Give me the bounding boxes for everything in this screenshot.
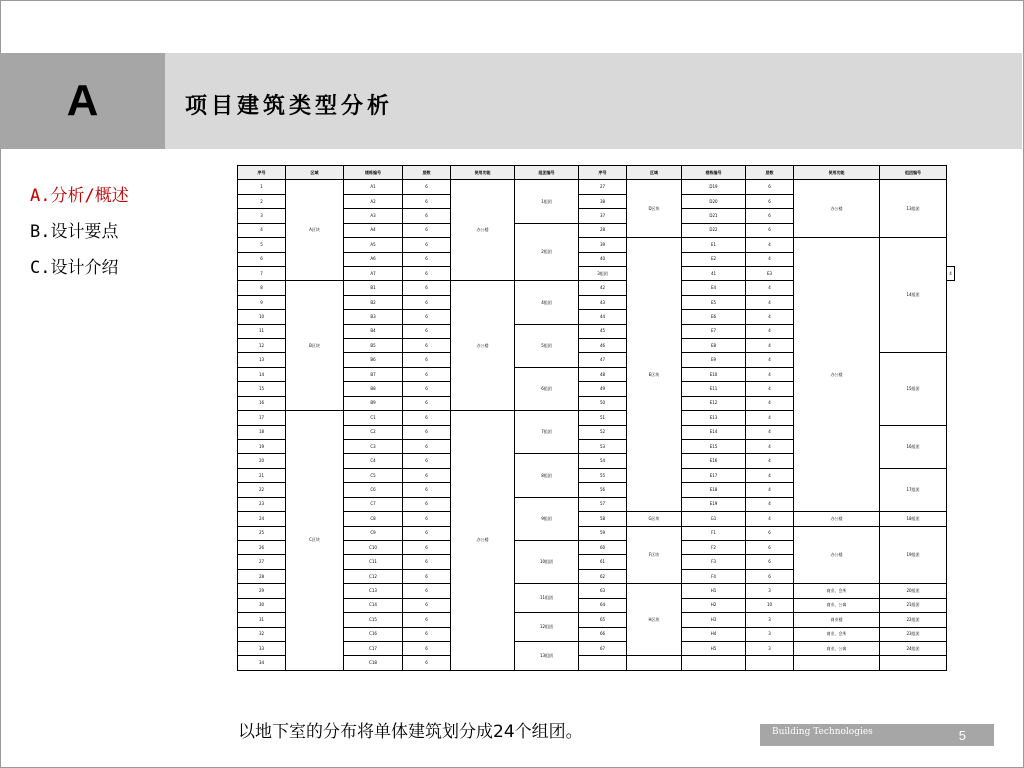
function-cell	[794, 656, 880, 670]
building-cell: E14	[682, 425, 746, 439]
seq-cell: 32	[238, 627, 286, 641]
floors-cell: 6	[403, 440, 451, 454]
area-cell: B区块	[286, 281, 344, 411]
seq-cell: 48	[579, 367, 627, 381]
header-cell: 序号	[579, 166, 627, 180]
seq-cell: 14	[238, 367, 286, 381]
floors-cell: 6	[403, 353, 451, 367]
building-cell: E18	[682, 483, 746, 497]
table-row	[238, 584, 955, 598]
building-cell: D22	[682, 223, 746, 237]
function-cell: 办公楼	[794, 180, 880, 238]
seq-cell: 29	[238, 584, 286, 598]
seq-cell: 40	[579, 252, 627, 266]
building-cell: E17	[682, 468, 746, 482]
table-body	[238, 180, 955, 670]
floors-cell: 10	[746, 598, 794, 612]
group-cell: 7组团	[515, 411, 579, 454]
building-cell: B4	[344, 324, 403, 338]
group-cell: 16组团	[880, 425, 947, 468]
caption: 以地下室的分布将单体建筑划分成24个组团。	[238, 722, 583, 742]
group-cell: 15组团	[880, 353, 947, 425]
floors-cell: 3	[746, 641, 794, 655]
building-cell: B3	[344, 310, 403, 324]
function-cell: 商业、公寓	[794, 641, 880, 655]
floors-cell: 6	[403, 266, 451, 280]
group-cell: 13组团	[515, 641, 579, 670]
group-cell: 5组团	[515, 324, 579, 367]
floors-cell: 6	[403, 209, 451, 223]
building-cell: D21	[682, 209, 746, 223]
seq-cell: 67	[579, 641, 627, 655]
seq-cell: 39	[579, 238, 627, 252]
header-cell: 楼栋编号	[682, 166, 746, 180]
page-title: 项目建筑类型分析	[185, 94, 394, 119]
floors-cell: 6	[403, 569, 451, 583]
group-cell: 20组团	[880, 584, 947, 598]
building-cell: E12	[682, 396, 746, 410]
seq-cell: 54	[579, 454, 627, 468]
table-row	[238, 656, 955, 670]
header-cell: 层数	[403, 166, 451, 180]
building-cell: E4	[682, 281, 746, 295]
table-row	[238, 627, 955, 641]
seq-cell: 1	[238, 180, 286, 194]
floors-cell: 6	[403, 598, 451, 612]
seq-cell: 5	[238, 238, 286, 252]
group-cell: 6组团	[515, 367, 579, 410]
floors-cell: 6	[403, 540, 451, 554]
seq-cell: 3	[238, 209, 286, 223]
floors-cell: 6	[746, 555, 794, 569]
floors-cell: 4	[746, 512, 794, 526]
floors-cell: 6	[403, 382, 451, 396]
seq-cell: 47	[579, 353, 627, 367]
group-cell: 18组团	[880, 512, 947, 526]
building-cell: B2	[344, 295, 403, 309]
group-cell: 12组团	[515, 613, 579, 642]
seq-cell: 6	[238, 252, 286, 266]
floors-cell: 6	[403, 194, 451, 208]
nav-item-design-points[interactable]: B.设计要点	[30, 222, 119, 242]
building-cell: A4	[344, 223, 403, 237]
function-cell: 商业、会所	[794, 627, 880, 641]
header-cell: 组团编号	[515, 166, 579, 180]
floors-cell: 4	[746, 396, 794, 410]
building-cell: H2	[682, 598, 746, 612]
floors-cell: 4	[746, 411, 794, 425]
floors-cell: 4	[746, 440, 794, 454]
seq-cell: 55	[579, 468, 627, 482]
seq-cell: 51	[579, 411, 627, 425]
building-cell: A2	[344, 194, 403, 208]
building-cell: E10	[682, 367, 746, 381]
building-cell: E19	[682, 497, 746, 511]
floors-cell: 6	[403, 584, 451, 598]
header-cell: 区域	[627, 166, 682, 180]
seq-cell: 9	[238, 295, 286, 309]
floors-cell: 4	[746, 483, 794, 497]
area-cell: G区块	[627, 512, 682, 526]
floors-cell: 4	[746, 252, 794, 266]
seq-cell: 52	[579, 425, 627, 439]
building-cell: B8	[344, 382, 403, 396]
area-cell: F区块	[627, 526, 682, 584]
floors-cell: 6	[403, 411, 451, 425]
seq-cell: 12	[238, 339, 286, 353]
seq-cell: 8	[238, 281, 286, 295]
function-cell: 商业楼	[794, 613, 880, 627]
building-cell: E7	[682, 324, 746, 338]
header-cell: 使用功能	[451, 166, 515, 180]
seq-cell: 62	[579, 569, 627, 583]
floors-cell: 6	[403, 367, 451, 381]
floors-cell: 4	[746, 339, 794, 353]
floors-cell: 6	[403, 339, 451, 353]
seq-cell: 64	[579, 598, 627, 612]
section-nav	[30, 184, 129, 292]
seq-cell: 43	[579, 295, 627, 309]
function-cell: 办公楼	[794, 238, 880, 512]
building-cell: C6	[344, 483, 403, 497]
seq-cell: 20	[238, 454, 286, 468]
seq-cell	[579, 656, 627, 670]
seq-cell: 27	[238, 555, 286, 569]
floors-cell: 6	[403, 483, 451, 497]
building-cell: E6	[682, 310, 746, 324]
floors-cell: 6	[403, 295, 451, 309]
seq-cell: 59	[579, 526, 627, 540]
building-cell: E8	[682, 339, 746, 353]
group-cell: 2组团	[515, 223, 579, 281]
seq-cell: 33	[238, 641, 286, 655]
building-cell: E15	[682, 440, 746, 454]
building-cell: A3	[344, 209, 403, 223]
group-cell: 24组团	[880, 641, 947, 655]
building-cell: E5	[682, 295, 746, 309]
seq-cell: 21	[238, 468, 286, 482]
building-cell: C18	[344, 656, 403, 670]
floors-cell: 6	[746, 569, 794, 583]
header-cell: 序号	[238, 166, 286, 180]
group-cell: 3组团	[579, 266, 627, 280]
floors-cell: 6	[746, 180, 794, 194]
group-cell: 4组团	[515, 281, 579, 324]
building-table	[237, 165, 955, 671]
nav-item-analysis[interactable]: A.分析/概述	[30, 186, 129, 206]
function-cell: 商业、会所	[794, 584, 880, 598]
function-cell: 办公楼	[451, 180, 515, 281]
building-cell: F4	[682, 569, 746, 583]
floors-cell: 6	[403, 223, 451, 237]
section-letter: A	[0, 53, 165, 149]
building-cell: C9	[344, 526, 403, 540]
area-cell: H区块	[627, 584, 682, 656]
seq-cell: 11	[238, 324, 286, 338]
table-row	[238, 512, 955, 526]
function-cell: 办公楼	[451, 281, 515, 411]
building-cell: F1	[682, 526, 746, 540]
seq-cell: 45	[579, 324, 627, 338]
seq-cell: 41	[682, 266, 746, 280]
floors-cell: 4	[746, 310, 794, 324]
building-cell: A1	[344, 180, 403, 194]
building-cell: C8	[344, 512, 403, 526]
floors-cell: 4	[746, 238, 794, 252]
table-header-row	[238, 166, 955, 180]
building-cell: B7	[344, 367, 403, 381]
floors-cell: 4	[746, 497, 794, 511]
seq-cell: 46	[579, 339, 627, 353]
seq-cell: 13	[238, 353, 286, 367]
seq-cell: 66	[579, 627, 627, 641]
building-cell: C11	[344, 555, 403, 569]
seq-cell: 44	[579, 310, 627, 324]
page-number: 5	[958, 728, 966, 743]
seq-cell: 28	[579, 223, 627, 237]
building-cell: C3	[344, 440, 403, 454]
floors-cell: 6	[403, 180, 451, 194]
seq-cell: 42	[579, 281, 627, 295]
function-cell: 办公楼	[794, 526, 880, 584]
floors-cell: 6	[403, 656, 451, 670]
building-cell	[682, 656, 746, 670]
building-cell: B9	[344, 396, 403, 410]
building-cell: A7	[344, 266, 403, 280]
building-cell: C13	[344, 584, 403, 598]
table-row	[238, 598, 955, 612]
seq-cell: 31	[238, 613, 286, 627]
floors-cell: 6	[403, 627, 451, 641]
area-cell: A区块	[286, 180, 344, 281]
floors-cell: 3	[746, 627, 794, 641]
header-cell: 区域	[286, 166, 344, 180]
building-cell: E3	[746, 266, 794, 280]
building-cell: C14	[344, 598, 403, 612]
building-cell: D19	[682, 180, 746, 194]
seq-cell: 15	[238, 382, 286, 396]
function-cell: 办公楼	[451, 411, 515, 671]
group-cell: 14组团	[880, 238, 947, 353]
building-cell: F3	[682, 555, 746, 569]
seq-cell: 2	[238, 194, 286, 208]
group-cell: 19组团	[880, 526, 947, 584]
building-cell: C1	[344, 411, 403, 425]
building-cell: H4	[682, 627, 746, 641]
floors-cell: 6	[403, 641, 451, 655]
floors-cell: 4	[746, 295, 794, 309]
floors-cell: 6	[746, 526, 794, 540]
floors-cell: 4	[947, 266, 955, 280]
seq-cell: 53	[579, 440, 627, 454]
building-cell: E13	[682, 411, 746, 425]
area-cell: E区块	[627, 238, 682, 512]
floors-cell: 6	[746, 223, 794, 237]
building-cell: H1	[682, 584, 746, 598]
building-cell: C10	[344, 540, 403, 554]
building-cell: E11	[682, 382, 746, 396]
floors-cell: 6	[403, 425, 451, 439]
building-cell: B5	[344, 339, 403, 353]
group-cell: 1组团	[515, 180, 579, 223]
floors-cell: 4	[746, 425, 794, 439]
floors-cell: 6	[403, 613, 451, 627]
nav-item-design-intro[interactable]: C.设计介绍	[30, 258, 119, 278]
building-cell: C2	[344, 425, 403, 439]
floors-cell: 4	[746, 353, 794, 367]
floors-cell: 6	[746, 540, 794, 554]
header-cell: 组团编号	[880, 166, 947, 180]
floors-cell: 6	[403, 324, 451, 338]
group-cell: 22组团	[880, 613, 947, 627]
floors-cell: 4	[746, 324, 794, 338]
building-cell: E2	[682, 252, 746, 266]
seq-cell: 19	[238, 440, 286, 454]
seq-cell: 23	[238, 497, 286, 511]
building-cell: D20	[682, 194, 746, 208]
building-cell: E9	[682, 353, 746, 367]
floors-cell: 6	[403, 252, 451, 266]
seq-cell: 16	[238, 396, 286, 410]
header-bar	[165, 53, 1022, 149]
floors-cell: 4	[746, 454, 794, 468]
table-row	[238, 238, 955, 252]
floors-cell: 6	[403, 310, 451, 324]
floors-cell: 6	[746, 194, 794, 208]
building-cell: C4	[344, 454, 403, 468]
floors-cell: 3	[746, 584, 794, 598]
building-cell: E16	[682, 454, 746, 468]
seq-cell: 37	[579, 209, 627, 223]
area-cell: C区块	[286, 411, 344, 671]
seq-cell: 28	[238, 569, 286, 583]
floors-cell: 4	[746, 281, 794, 295]
building-cell: C16	[344, 627, 403, 641]
floors-cell: 4	[746, 468, 794, 482]
floors-cell: 4	[746, 367, 794, 381]
function-cell: 商业、公寓	[794, 598, 880, 612]
seq-cell: 26	[238, 540, 286, 554]
building-cell: H5	[682, 641, 746, 655]
footer-brand: Building Technologies	[772, 727, 873, 737]
floors-cell: 6	[403, 497, 451, 511]
seq-cell: 56	[579, 483, 627, 497]
floors-cell: 6	[403, 238, 451, 252]
seq-cell: 17	[238, 411, 286, 425]
group-cell: 9组团	[515, 497, 579, 540]
function-cell: 办公楼	[794, 512, 880, 526]
building-cell: A6	[344, 252, 403, 266]
group-cell: 11组团	[515, 584, 579, 613]
group-cell: 17组团	[880, 468, 947, 511]
seq-cell: 38	[579, 194, 627, 208]
building-cell: C17	[344, 641, 403, 655]
header-cell: 使用功能	[794, 166, 880, 180]
group-cell: 23组团	[880, 627, 947, 641]
group-cell: 10组团	[515, 540, 579, 583]
seq-cell: 18	[238, 425, 286, 439]
building-cell: A5	[344, 238, 403, 252]
floors-cell: 6	[403, 468, 451, 482]
building-cell: C7	[344, 497, 403, 511]
seq-cell: 65	[579, 613, 627, 627]
seq-cell: 58	[579, 512, 627, 526]
seq-cell: 27	[579, 180, 627, 194]
seq-cell: 34	[238, 656, 286, 670]
floors-cell: 6	[403, 281, 451, 295]
building-cell: H3	[682, 613, 746, 627]
table-row	[238, 526, 955, 540]
seq-cell: 61	[579, 555, 627, 569]
seq-cell: 49	[579, 382, 627, 396]
building-cell: G1	[682, 512, 746, 526]
building-cell: C5	[344, 468, 403, 482]
header-cell: 楼栋编号	[344, 166, 403, 180]
footer-bar	[760, 724, 994, 746]
seq-cell: 24	[238, 512, 286, 526]
group-cell: 8组团	[515, 454, 579, 497]
seq-cell: 50	[579, 396, 627, 410]
floors-cell: 6	[403, 512, 451, 526]
floors-cell: 6	[746, 209, 794, 223]
table-row	[238, 641, 955, 655]
seq-cell: 25	[238, 526, 286, 540]
building-cell: B1	[344, 281, 403, 295]
floors-cell	[746, 656, 794, 670]
building-cell: F2	[682, 540, 746, 554]
table-row	[238, 180, 955, 194]
building-cell: B6	[344, 353, 403, 367]
seq-cell: 10	[238, 310, 286, 324]
floors-cell: 6	[403, 454, 451, 468]
seq-cell: 60	[579, 540, 627, 554]
table-row	[238, 613, 955, 627]
building-cell: C15	[344, 613, 403, 627]
floors-cell: 6	[403, 526, 451, 540]
seq-cell: 4	[238, 223, 286, 237]
building-cell: C12	[344, 569, 403, 583]
area-cell	[627, 656, 682, 670]
seq-cell: 57	[579, 497, 627, 511]
seq-cell: 30	[238, 598, 286, 612]
area-cell: D区块	[627, 180, 682, 238]
floors-cell: 4	[746, 382, 794, 396]
floors-cell: 6	[403, 396, 451, 410]
seq-cell: 7	[238, 266, 286, 280]
seq-cell: 22	[238, 483, 286, 497]
header-cell: 层数	[746, 166, 794, 180]
group-cell: 21组团	[880, 598, 947, 612]
floors-cell: 6	[403, 555, 451, 569]
group-cell	[880, 656, 947, 670]
floors-cell: 3	[746, 613, 794, 627]
group-cell: 13组团	[880, 180, 947, 238]
seq-cell: 63	[579, 584, 627, 598]
building-cell: E1	[682, 238, 746, 252]
